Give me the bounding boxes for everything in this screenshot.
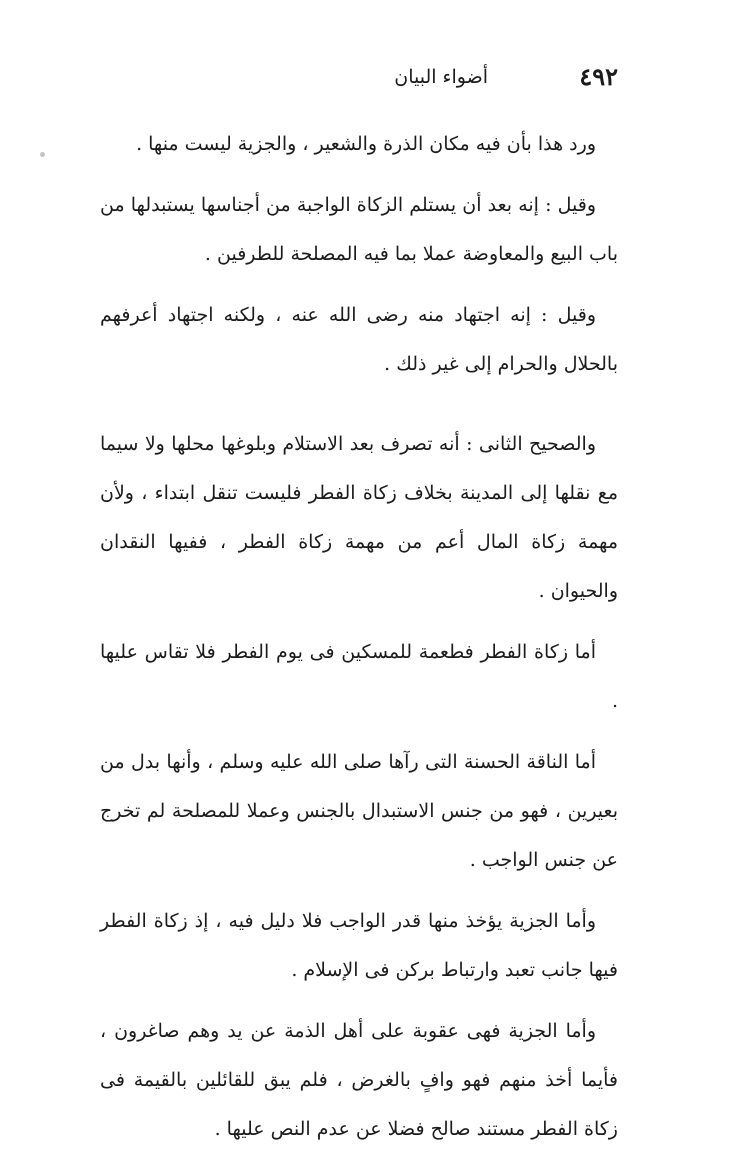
paragraph-8: وأما الجزية فهى عقوبة على أهل الذمة عن يد وهم صاغرون ، فأيما أخذ منهم فهو وافٍ بالغرض ، فلم يبق للقائلين بالقيمة فى زكاة الفطر مستند صالح فضلا عن عدم النص عليها . [100, 1020, 618, 1140]
paragraph-6: أما الناقة الحسنة التى رآها صلى الله عليه وسلم ، وأنها بدل من بعيرين ، فهو من جنس الاستبدال بالجنس وعملا للمصلحة لم تخرج عن جنس الواجب . [100, 751, 618, 871]
paragraph-7: وأما الجزية يؤخذ منها قدر الواجب فلا دليل فيه ، إذ زكاة الفطر فيها جانب تعبد وارتباط بركن فى الإسلام . [100, 910, 618, 981]
paragraph-3: وقيل : إنه اجتهاد منه رضى الله عنه ، ولكنه اجتهاد أعرفهم بالحلال والحرام إلى غير ذلك . [100, 304, 618, 375]
running-title: أضواء البيان [394, 66, 488, 88]
body-text [100, 120, 618, 1154]
page-number: ٤٩٢ [579, 62, 618, 91]
paragraph-2: وقيل : إنه بعد أن يستلم الزكاة الواجبة من أجناسها يستبدلها من باب البيع والمعاوضة عملا بما فيه المصلحة للطرفين . [100, 194, 618, 265]
scan-speck [40, 152, 45, 157]
paragraph-4: والصحيح الثانى : أنه تصرف بعد الاستلام وبلوغها محلها ولا سيما مع نقلها إلى المدينة بخلاف زكاة الفطر فليست تنقل ابتداء ، ولأن مهمة زكاة المال أعم من مهمة زكاة الفطر ، ففيها النقدان والحيوان . [100, 433, 618, 602]
paragraph-1: ورد هذا بأن فيه مكان الذرة والشعير ، والجزية ليست منها . [136, 133, 596, 155]
paragraph-5: أما زكاة الفطر فطعمة للمسكين فى يوم الفطر فلا تقاس عليها . [100, 641, 618, 712]
page-header [100, 62, 618, 102]
